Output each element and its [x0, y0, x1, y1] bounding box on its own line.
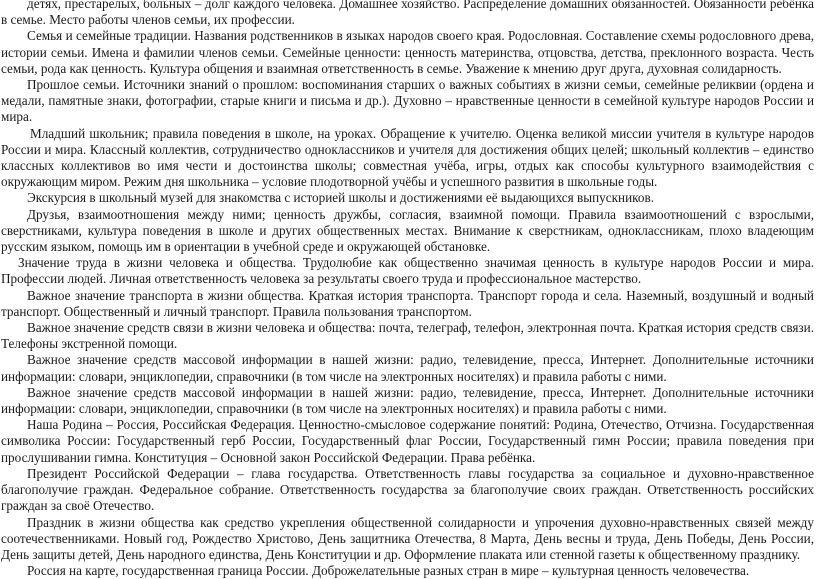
- paragraph-labor: Значение труда в жизни человека и общества. Трудолюбие как общественно значимая ценность в культуре народов России и мира. Профессии людей. Личная ответственность человека за результаты своего труда и профессиональное мастерство.: [1, 255, 814, 287]
- paragraph-transport: Важное значение транспорта в жизни общества. Краткая история транспорта. Транспорт города и села. Наземный, воздушный и водный транспорт. Общественный и личный транспорт. Правила пользования транспортом.: [1, 287, 814, 319]
- paragraph-russia-map: Россия на карте, государственная граница России. Доброжелательные разных стран в мире – культурная ценность человечества.: [27, 563, 750, 579]
- paragraph-holidays: Праздник в жизни общества как средство укрепления общественной солидарности и упрочения духовно-нравственных связей между соотечественниками. Новый год, Рождество Христово, День защитника Отечества, 8 Марта, День весны и труда, День Победы, День России, День защиты детей, День народного единства, День Конституции и др. Оформление плаката или стенной газеты к общественному празднику.: [1, 514, 814, 562]
- paragraph-friends: Друзья, взаимоотношения между ними; ценность дружбы, согласия, взаимной помощи. Правила взаимоотношений с взрослыми, сверстниками, культура поведения в школе и других общественных местах. Внимание к сверстникам, одноклассникам, плохо владеющим русским языком, помощь им в ориентации в учебной среде и окружающей обстановке.: [1, 206, 814, 255]
- paragraph-president: Президент Российской Федерации – глава государства. Ответственность главы государства за социальное и духовно-нравственное благополучие граждан. Федеральное собрание. Ответственность государства за благополучие своих граждан. Ответственность российских граждан за своё Отечество.: [1, 465, 814, 514]
- paragraph-junior-schoolchild: Младший школьник; правила поведения в школе, на уроках. Обращение к учителю. Оценка великой миссии учителя в культуре народов России и мира. Классный коллектив, сотрудничество одноклассников и учителя для достижения общих целей; школьный коллектив – единство классных коллективов во имя чести и достоинства школы; совместная учёба, игры, отдых как способы культурного взаимодействия с окружающим миром. Режим дня школьника – условие плодотворной учёбы и успешного развития в школьные годы.: [1, 125, 814, 190]
- paragraph-family-traditions: Семья и семейные традиции. Названия родственников в языках народов своего края. Родословная. Составление схемы родословного древа, истории семьи. Имена и фамилии членов семьи. Семейные ценности: ценность материнства, отцовства, детства, преклонного возраста. Честь семьи, рода как ценность. Культура общения и взаимная ответственность в семье. Уважение к мнению друг друга, духовная солидарность.: [1, 28, 814, 76]
- paragraph-mass-media-2: Важное значение средств массовой информации в нашей жизни: радио, телевидение, пресса, Интернет. Дополнительные источники информации: словари, энциклопедии, справочники (в том числе на электронных носителях) и правила работы с ними.: [1, 384, 814, 417]
- paragraph-school-museum: Экскурсия в школьный музей для знакомства с историей школы и достижениями её выдающихся выпускников.: [27, 190, 654, 206]
- paragraph-family-past: Прошлое семьи. Источники знаний о прошлом: воспоминания старших о важных событиях в жизни семьи, семейные реликвии (ордена и медали, памятные знаки, фотографии, старые книги и письма и др.). Духовно – нравственные ценности в семейной культуре народов России и мира.: [1, 77, 814, 125]
- paragraph-family-duties: детях, престарелых, больных – долг каждого человека. Домашнее хозяйство. Распределение домашних обязанностей. Обязанности ребёнка в семье. Место работы членов семьи, их профессии.: [1, 0, 814, 28]
- paragraph-communication: Важное значение средств связи в жизни человека и общества: почта, телеграф, телефон, электронная почта. Краткая история средств связи. Телефоны экстренной помощи.: [1, 320, 814, 352]
- paragraph-homeland: Наша Родина – Россия, Российская Федерация. Ценностно-смысловое содержание понятий: Родина, Отечество, Отчизна. Государственная символика России: Государственный герб России, Государственный флаг России, Государственный гимн России; правила поведения при прослушивании гимна. Конституция – Основной закон Российской Федерации. Права ребёнка.: [1, 417, 814, 465]
- paragraph-mass-media-1: Важное значение средств массовой информации в нашей жизни: радио, телевидение, пресса, Интернет. Дополнительные источники информации: словари, энциклопедии, справочники (в том числе на электронных носителях) и правила работы с ними.: [1, 352, 814, 384]
